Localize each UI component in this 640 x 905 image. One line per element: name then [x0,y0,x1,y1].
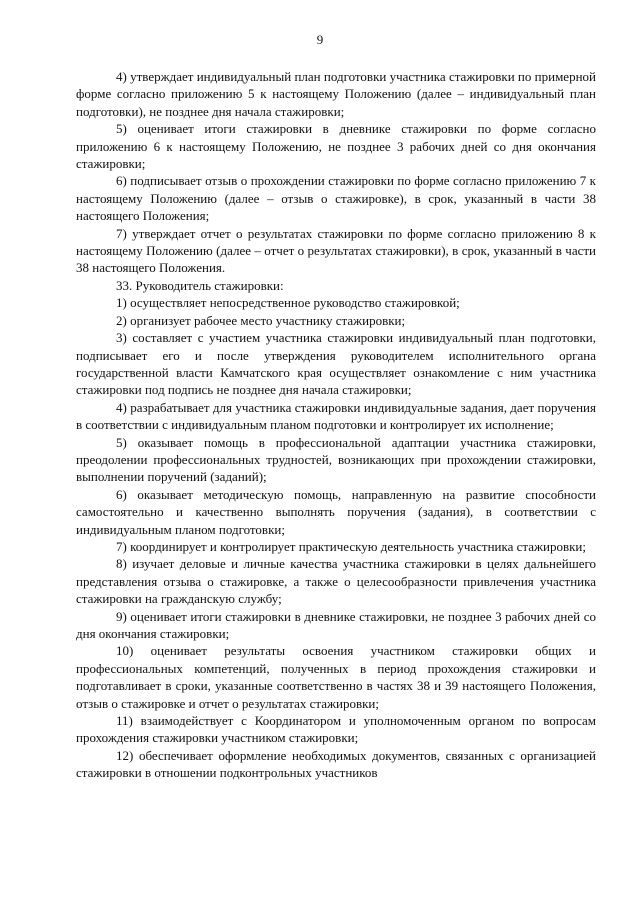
section-33-heading: 33. Руководитель стажировки: [116,277,284,293]
paragraph-33-5: 5) оказывает помощь в профессиональной адаптации участника стажировки, преодолении профессиональных трудностей, возникающих при прохождении стажировки, выполнении поручений (заданий); [76,434,596,485]
paragraph-33-1: 1) осуществляет непосредственное руководство стажировкой; [116,295,460,311]
document-body [76,68,596,782]
paragraph-33-6: 6) оказывает методическую помощь, направленную на развитие способности самостоятельно и качественно выполнять поручения (задания), в соответствии с индивидуальным планом подготовки; [76,486,596,537]
paragraph-6-sign-review: 6) подписывает отзыв о прохождении стажировки по форме согласно приложению 7 к настоящему Положению (далее – отзыв о стажировке), в срок, указанный в части 38 настоящего Положения; [76,173,596,224]
paragraph-33-12: 12) обеспечивает оформление необходимых документов, связанных с организацией стажировки в отношении подконтрольных участников [76,747,596,781]
paragraph-33-10: 10) оценивает результаты освоения участником стажировки общих и профессиональных компетенций, полученных в период прохождения стажировки и подготавливает в сроки, указанные соответственно в частях 38 и 39 настоящего Положения, отзыв о стажировке и отчет о результатах стажировки; [76,643,596,711]
paragraph-7-approve-report: 7) утверждает отчет о результатах стажировки по форме согласно приложению 8 к настоящему Положению (далее – отчет о результатах стажировки), в срок, указанный в части 38 настоящего Положения. [76,225,596,276]
paragraph-33-2: 2) организует рабочее место участнику стажировки; [116,312,406,328]
page-number: 9 [316,32,324,47]
paragraph-5-evaluate-results: 5) оценивает итоги стажировки в дневнике стажировки по форме согласно приложению 6 к настоящему Положению, не позднее 3 рабочих дней со дня окончания стажировки; [76,121,596,172]
paragraph-33-7: 7) координирует и контролирует практическую деятельность участника стажировки; [116,538,586,554]
paragraph-33-11: 11) взаимодействует с Координатором и уполномоченным органом по вопросам прохождения стажировки участником стажировки; [76,713,596,746]
paragraph-33-9: 9) оценивает итоги стажировки в дневнике стажировки, не позднее 3 рабочих дней со дня окончания стажировки; [76,608,596,641]
paragraph-33-8: 8) изучает деловые и личные качества участника стажировки в целях дальнейшего представления отзыва о стажировке, а также о целесообразности привлечения участника стажировки на гражданскую службу; [76,556,596,607]
paragraph-4-approve-plan: 4) утверждает индивидуальный план подготовки участника стажировки по примерной форме согласно приложению 5 к настоящему Положению (далее – индивидуальный план подготовки), не позднее дня начала стажировки; [76,69,596,119]
paragraph-33-3: 3) составляет с участием участника стажировки индивидуальный план подготовки, подписывает его и после утверждения руководителем исполнительного органа государственной власти Камчатского края осуществляет ознакомление с ним участника стажировки под подпись не позднее дня начала стажировки; [76,330,596,398]
paragraph-33-4: 4) разрабатывает для участника стажировки индивидуальные задания, дает поручения в соответствии с индивидуальным планом подготовки и контролирует их исполнение; [76,399,596,433]
